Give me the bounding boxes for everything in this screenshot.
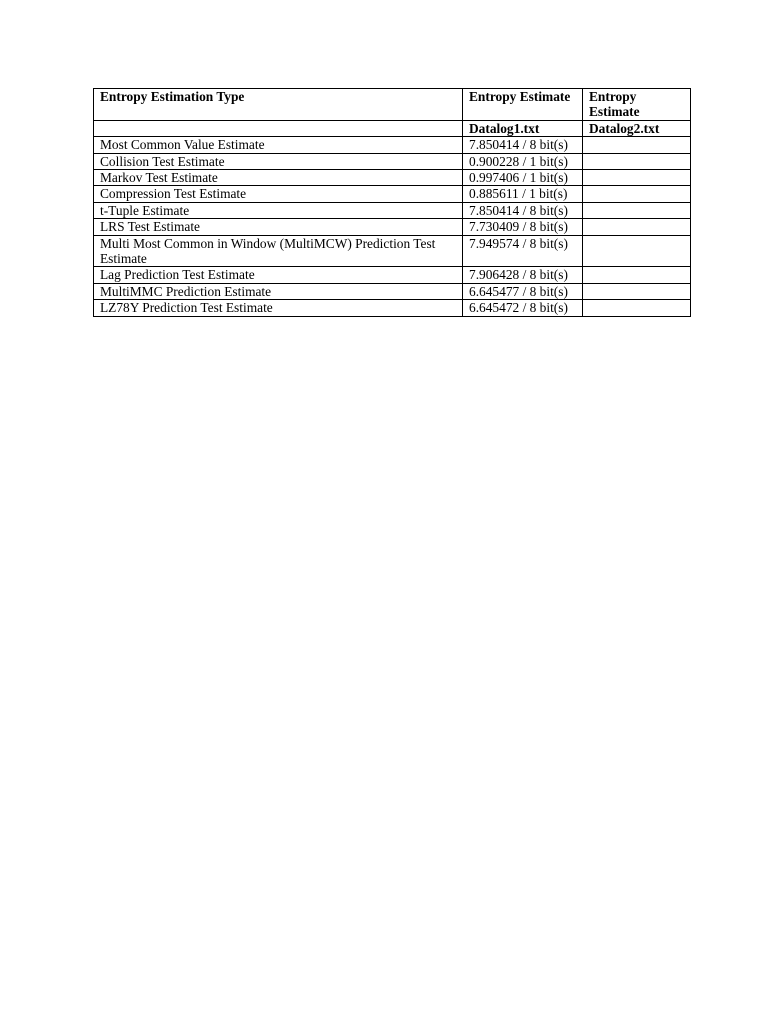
table-row bbox=[94, 235, 691, 267]
table-row bbox=[94, 202, 691, 218]
estimation-type-cell: Most Common Value Estimate bbox=[94, 137, 463, 153]
datalog1-value-cell: 0.997406 / 1 bit(s) bbox=[463, 170, 583, 186]
datalog1-value-cell: 6.645477 / 8 bit(s) bbox=[463, 283, 583, 299]
estimation-type-cell: Multi Most Common in Window (MultiMCW) Prediction Test Estimate bbox=[94, 235, 463, 267]
datalog1-value-cell: 7.850414 / 8 bit(s) bbox=[463, 202, 583, 218]
table-subheader-row bbox=[94, 120, 691, 136]
estimation-type-cell: Collision Test Estimate bbox=[94, 153, 463, 169]
subheader-datalog1-cell: Datalog1.txt bbox=[463, 120, 583, 136]
table-row bbox=[94, 267, 691, 283]
estimation-type-cell: MultiMMC Prediction Estimate bbox=[94, 283, 463, 299]
datalog1-value-cell: 0.900228 / 1 bit(s) bbox=[463, 153, 583, 169]
datalog2-value-cell bbox=[583, 153, 691, 169]
table-row bbox=[94, 219, 691, 235]
datalog2-value-cell bbox=[583, 186, 691, 202]
datalog2-value-cell bbox=[583, 300, 691, 316]
header-type-cell: Entropy Estimation Type bbox=[94, 89, 463, 121]
datalog1-value-cell: 6.645472 / 8 bit(s) bbox=[463, 300, 583, 316]
datalog1-value-cell: 7.949574 / 8 bit(s) bbox=[463, 235, 583, 267]
estimation-type-cell: Compression Test Estimate bbox=[94, 186, 463, 202]
datalog1-value-cell: 7.906428 / 8 bit(s) bbox=[463, 267, 583, 283]
datalog2-value-cell bbox=[583, 202, 691, 218]
estimation-type-cell: LZ78Y Prediction Test Estimate bbox=[94, 300, 463, 316]
datalog1-value-cell: 7.730409 / 8 bit(s) bbox=[463, 219, 583, 235]
header-col2-cell: Entropy Estimate bbox=[463, 89, 583, 121]
table-row bbox=[94, 137, 691, 153]
subheader-empty-cell bbox=[94, 120, 463, 136]
table-row bbox=[94, 186, 691, 202]
subheader-datalog2-cell: Datalog2.txt bbox=[583, 120, 691, 136]
header-col3-cell: Entropy Estimate bbox=[583, 89, 691, 121]
datalog2-value-cell bbox=[583, 267, 691, 283]
estimation-type-cell: LRS Test Estimate bbox=[94, 219, 463, 235]
datalog1-value-cell: 0.885611 / 1 bit(s) bbox=[463, 186, 583, 202]
datalog2-value-cell bbox=[583, 137, 691, 153]
datalog2-value-cell bbox=[583, 170, 691, 186]
table-header-row bbox=[94, 89, 691, 121]
table-row bbox=[94, 170, 691, 186]
datalog2-value-cell bbox=[583, 219, 691, 235]
estimation-type-cell: Markov Test Estimate bbox=[94, 170, 463, 186]
entropy-estimates-table bbox=[93, 88, 691, 317]
table-row bbox=[94, 300, 691, 316]
table-row bbox=[94, 153, 691, 169]
datalog2-value-cell bbox=[583, 235, 691, 267]
table-row bbox=[94, 283, 691, 299]
datalog2-value-cell bbox=[583, 283, 691, 299]
estimation-type-cell: Lag Prediction Test Estimate bbox=[94, 267, 463, 283]
datalog1-value-cell: 7.850414 / 8 bit(s) bbox=[463, 137, 583, 153]
estimation-type-cell: t-Tuple Estimate bbox=[94, 202, 463, 218]
